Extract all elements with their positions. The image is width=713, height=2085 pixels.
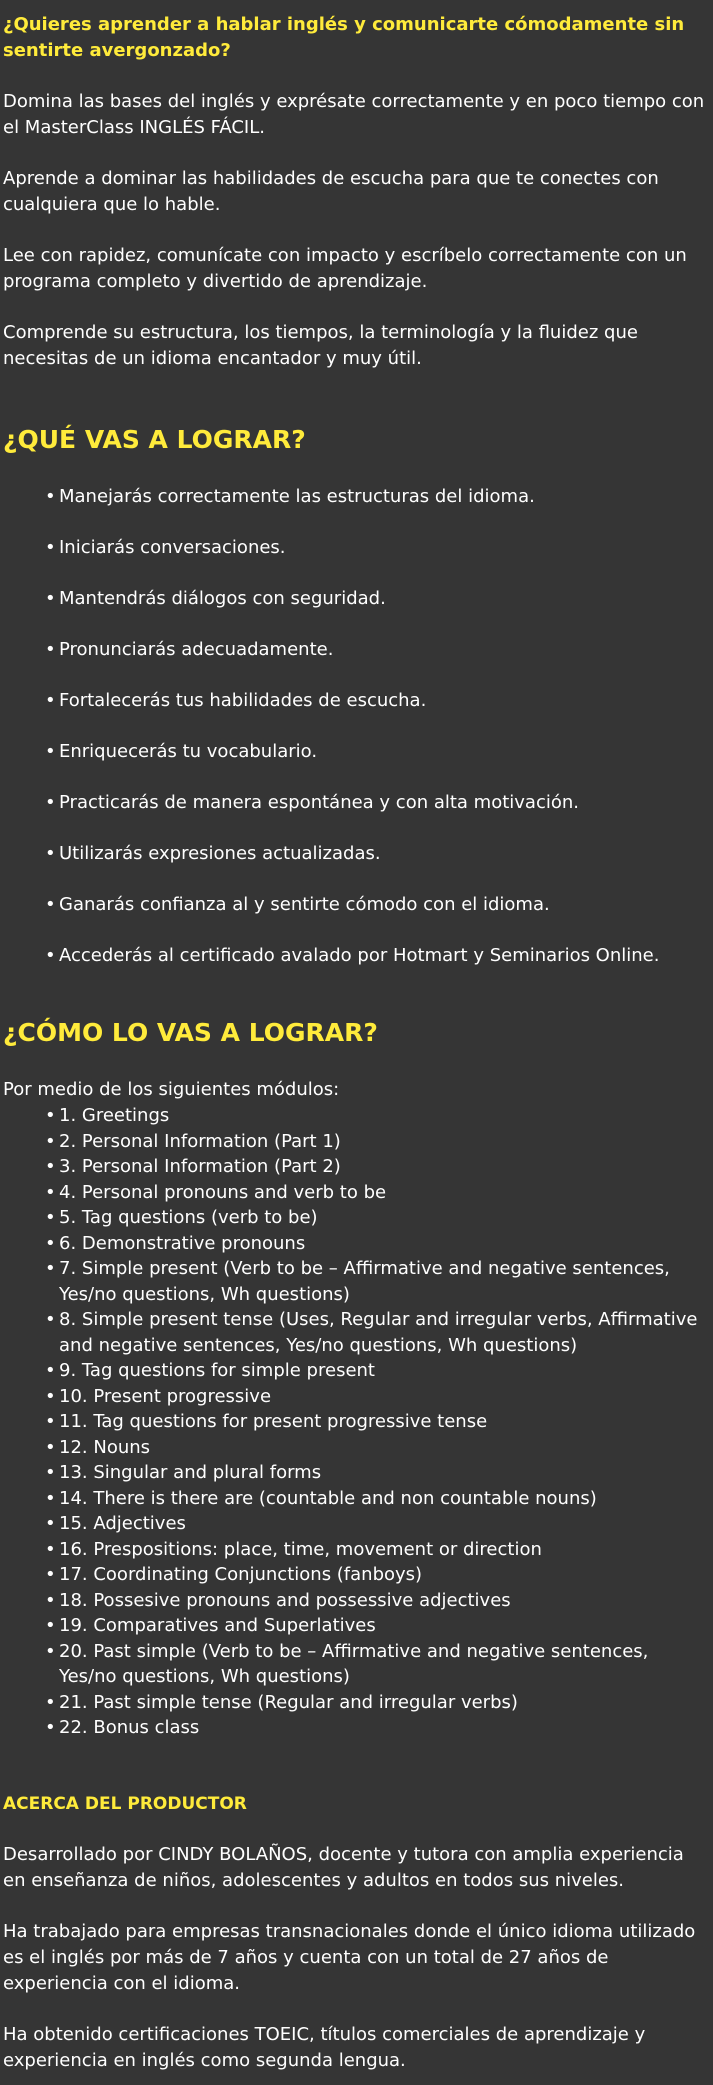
goal-item: • Fortalecerás tus habilidades de escucha.: [45, 688, 710, 714]
module-item: • 20. Past simple (Verb to be – Affirmative and negative sentences, Yes/no questions, Wh questions): [45, 1639, 710, 1690]
goal-item: • Iniciarás conversaciones.: [45, 535, 710, 561]
intro-paragraph: Comprende su estructura, los tiempos, la terminología y la fluidez que necesitas de un idioma encantador y muy útil.: [3, 322, 638, 369]
module-item: • 8. Simple present tense (Uses, Regular and irregular verbs, Affirmative and negative sentences, Yes/no questions, Wh questions): [45, 1307, 710, 1358]
module-item: • 6. Demonstrative pronouns: [45, 1231, 710, 1257]
module-item: • 4. Personal pronouns and verb to be: [45, 1180, 710, 1206]
module-item: • 15. Adjectives: [45, 1511, 710, 1537]
modules-list: [3, 1103, 710, 1741]
module-item: • 19. Comparatives and Superlatives: [45, 1613, 710, 1639]
goal-item: • Utilizarás expresiones actualizadas.: [45, 841, 710, 867]
module-item: • 12. Nouns: [45, 1435, 710, 1461]
goals-list: [3, 484, 710, 969]
modules-section: [3, 1017, 710, 1741]
goal-item: • Accederás al certificado avalado por Hotmart y Seminarios Online.: [45, 943, 710, 969]
module-item: • 2. Personal Information (Part 1): [45, 1129, 710, 1155]
module-item: • 5. Tag questions (verb to be): [45, 1205, 710, 1231]
intro-title: ¿Quieres aprender a hablar inglés y comunicarte cómodamente sin sentirte avergonzado?: [3, 14, 685, 61]
goal-item: • Manejarás correctamente las estructuras del idioma.: [45, 484, 710, 510]
goal-item: • Enriquecerás tu vocabulario.: [45, 739, 710, 765]
about-paragraph: Desarrollado por CINDY BOLAÑOS, docente y tutora con amplia experiencia en enseñanza de niños, adolescentes y adultos en todos sus niveles.: [3, 1843, 684, 1891]
module-item: • 1. Greetings: [45, 1103, 710, 1129]
modules-intro: Por medio de los siguientes módulos:: [3, 1079, 340, 1100]
intro-section: [3, 12, 710, 372]
intro-paragraph: Domina las bases del inglés y exprésate correctamente y en poco tiempo con el MasterClass INGLÉS FÁCIL.: [3, 91, 705, 138]
about-paragraph: Ha trabajado para empresas transnacionales donde el único idioma utilizado es el inglés por más de 7 años y cuenta con un total de 27 años de experiencia con el idioma.: [3, 1920, 696, 1994]
module-item: • 22. Bonus class: [45, 1715, 710, 1741]
module-item: • 7. Simple present (Verb to be – Affirmative and negative sentences, Yes/no questions, Wh questions): [45, 1256, 710, 1307]
module-item: • 16. Prespositions: place, time, movement or direction: [45, 1537, 710, 1563]
module-item: • 21. Past simple tense (Regular and irregular verbs): [45, 1690, 710, 1716]
module-item: • 13. Singular and plural forms: [45, 1460, 710, 1486]
goal-item: • Mantendrás diálogos con seguridad.: [45, 586, 710, 612]
modules-heading: ¿CÓMO LO VAS A LOGRAR?: [3, 1018, 378, 1047]
about-heading: ACERCA DEL PRODUCTOR: [3, 1793, 247, 1814]
module-item: • 10. Present progressive: [45, 1384, 710, 1410]
about-section: [3, 1791, 710, 2074]
module-item: • 17. Coordinating Conjunctions (fanboys): [45, 1562, 710, 1588]
intro-paragraph: Aprende a dominar las habilidades de escucha para que te conectes con cualquiera que lo hable.: [3, 168, 659, 215]
module-item: • 9. Tag questions for simple present: [45, 1358, 710, 1384]
goals-section: [3, 424, 710, 969]
goals-heading: ¿QUÉ VAS A LOGRAR?: [3, 425, 306, 454]
goal-item: • Practicarás de manera espontánea y con alta motivación.: [45, 790, 710, 816]
module-item: • 3. Personal Information (Part 2): [45, 1154, 710, 1180]
about-paragraph: Ha obtenido certificaciones TOEIC, títulos comerciales de aprendizaje y experiencia en inglés como segunda lengua.: [3, 2023, 646, 2071]
module-item: • 14. There is there are (countable and non countable nouns): [45, 1486, 710, 1512]
goal-item: • Ganarás confianza al y sentirte cómodo con el idioma.: [45, 892, 710, 918]
module-item: • 18. Possesive pronouns and possessive adjectives: [45, 1588, 710, 1614]
intro-paragraph: Lee con rapidez, comunícate con impacto y escríbelo correctamente con un programa completo y divertido de aprendizaje.: [3, 245, 687, 292]
goal-item: • Pronunciarás adecuadamente.: [45, 637, 710, 663]
module-item: • 11. Tag questions for present progressive tense: [45, 1409, 710, 1435]
